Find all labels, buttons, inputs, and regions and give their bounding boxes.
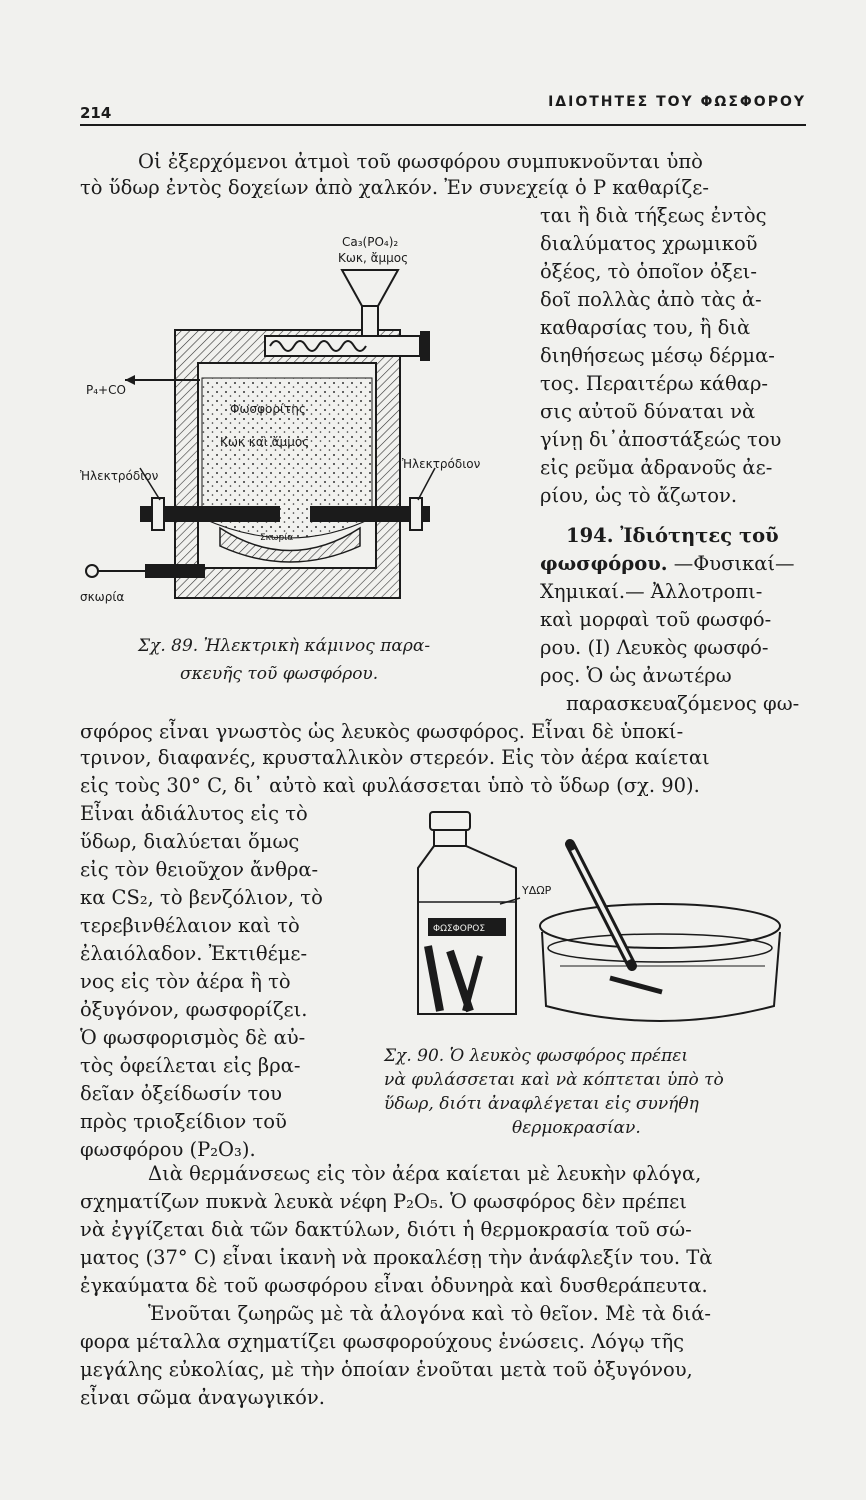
bottom-line: Ἑνοῦται ζωηρῶς μὲ τὰ ἀλογόνα καὶ τὸ θεῖον. Μὲ τὰ διά- xyxy=(148,1302,711,1325)
section-number: 194. xyxy=(566,524,614,547)
fig89-electrode-left-label: Ἠλεκτρόδιον xyxy=(80,469,159,483)
right-col-line: ται ἢ διὰ τήξεως ἐντὸς xyxy=(540,204,767,227)
section-heading xyxy=(566,524,779,548)
intro-line: τὸ ὕδωρ ἐντὸς δοχείων ἀπὸ χαλκόν. Ἐν συνεχείᾳ ὁ Ρ καθαρίζε- xyxy=(80,176,709,199)
section-heading-line2 xyxy=(540,552,795,576)
intro-line: Οἱ ἐξερχόμενοι ἀτμοὶ τοῦ φωσφόρου συμπυκνοῦνται ὑπὸ xyxy=(138,150,703,173)
left-col-line: Ὁ φωσφορισμὸς δὲ αὐ- xyxy=(80,1026,306,1049)
left-col-line: τὸς ὀφείλεται εἰς βρα- xyxy=(80,1054,301,1077)
bottom-line: ματος (37° C) εἶναι ἱκανὴ νὰ προκαλέσῃ τὴν ἀνάφλεξίν του. Τὰ xyxy=(80,1246,713,1269)
fig89-slag-label: Σκωρία xyxy=(260,533,294,543)
section-line: ρος. Ὁ ὡς ἀνωτέρω xyxy=(540,664,732,687)
bottom-line: μεγάλης εὐκολίας, μὲ τὴν ὁποίαν ἑνοῦται μετὰ τοῦ ὀξυγόνου, xyxy=(80,1358,693,1381)
left-col-line: Εἶναι ἀδιάλυτος εἰς τὸ xyxy=(80,802,308,825)
section-line: καὶ μορφαὶ τοῦ φωσφό- xyxy=(540,608,772,631)
bottom-line: φορα μέταλλα σχηματίζει φωσφορούχους ἑνώσεις. Λόγῳ τῆς xyxy=(80,1330,685,1353)
right-col-line: δοῖ πολλὰς ἀπὸ τὰς ἀ- xyxy=(540,288,762,311)
bottom-line: ἐγκαύματα δὲ τοῦ φωσφόρου εἶναι ὀδυνηρὰ καὶ δυσθεράπευτα. xyxy=(80,1274,708,1297)
section-subtitle: —Φυσικαί— xyxy=(673,552,795,575)
left-col-line: ὀξυγόνον, φωσφορίζει. xyxy=(80,998,308,1021)
section-line: ρου. (I) Λευκὸς φωσφό- xyxy=(540,636,769,659)
mid-line: εἰς τοὺς 30° C, δι᾿ αὐτὸ καὶ φυλάσσεται ὑπὸ τὸ ὕδωρ (σχ. 90). xyxy=(80,774,700,797)
figure-90-caption-2: νὰ φυλάσσεται καὶ νὰ κόπτεται ὑπὸ τὸ xyxy=(384,1070,724,1090)
fig89-charge-label-2: Κωκ καὶ ἄμμος xyxy=(220,435,310,449)
figure-89-furnace xyxy=(80,228,520,628)
fig89-feed-label-2: Κωκ, ἄμμος xyxy=(338,251,409,265)
mid-line: σφόρος εἶναι γνωστὸς ὡς λευκὸς φωσφόρος. Εἶναι δὲ ὑποκί- xyxy=(80,720,684,743)
right-col-line: τος. Περαιτέρω κάθαρ- xyxy=(540,372,769,395)
right-col-line: σις αὐτοῦ δύναται νὰ xyxy=(540,400,756,423)
fig90-jar-label: ΦΩΣΦΟΡΟΣ xyxy=(433,924,486,934)
figure-90-caption-4: θερμοκρασίαν. xyxy=(512,1118,641,1138)
right-col-line: διηθήσεως μέσῳ δέρμα- xyxy=(540,344,775,367)
fig89-feed-label: Ca₃(PO₄)₂ xyxy=(342,235,399,249)
left-col-line: νος εἰς τὸν ἀέρα ἢ τὸ xyxy=(80,970,291,993)
fig89-electrode-right-label: Ἠλεκτρόδιον xyxy=(402,457,481,471)
running-title: ΙΔΙΟΤΗΤΕΣ ΤΟΥ ΦΩΣΦΟΡΟΥ xyxy=(548,94,806,110)
left-col-line: πρὸς τριοξείδιον τοῦ xyxy=(80,1110,287,1133)
left-col-line: κα CS₂, τὸ βενζόλιον, τὸ xyxy=(80,886,323,909)
left-col-line: φωσφόρου (P₂O₃). xyxy=(80,1138,256,1161)
right-col-line: ρίου, ὡς τὸ ἄζωτον. xyxy=(540,484,738,507)
bottom-line: νὰ ἐγγίζεται διὰ τῶν δακτύλων, διότι ἡ θερμοκρασία τοῦ σώ- xyxy=(80,1218,692,1241)
mid-line: τρινον, διαφανές, κρυσταλλικὸν στερεόν. Εἰς τὸν ἀέρα καίεται xyxy=(80,746,710,769)
left-col-line: δεῖαν ὀξείδωσίν του xyxy=(80,1082,282,1105)
fig89-slag-out-label: σκωρία xyxy=(80,590,125,604)
figure-90-storage xyxy=(370,806,786,1038)
bottom-line: σχηματίζων πυκνὰ λευκὰ νέφη P₂O₅. Ὁ φωσφόρος δὲν πρέπει xyxy=(80,1190,687,1213)
fig89-gas-label: P₄+CO xyxy=(86,383,126,397)
fig90-water-label: ΥΔΩΡ xyxy=(522,884,552,897)
left-col-line: ἐλαιόλαδον. Ἐκτιθέμε- xyxy=(80,942,308,965)
figure-90-caption-3: ὕδωρ, διότι ἀναφλέγεται εἰς συνήθη xyxy=(384,1094,699,1114)
page-number: 214 xyxy=(80,104,112,122)
section-title-cont: φωσφόρου. xyxy=(540,552,668,575)
right-col-line: ὀξέος, τὸ ὁποῖον ὀξει- xyxy=(540,260,757,283)
left-col-line: τερεβινθέλαιον καὶ τὸ xyxy=(80,914,300,937)
left-col-line: εἰς τὸν θειοῦχον ἄνθρα- xyxy=(80,858,319,881)
bottom-line: εἶναι σῶμα ἀναγωγικόν. xyxy=(80,1386,325,1409)
right-col-line: διαλύματος χρωμικοῦ xyxy=(540,232,758,255)
right-col-line: εἰς ρεῦμα ἀδρανοῦς ἀε- xyxy=(540,456,773,479)
left-col-line: ὕδωρ, διαλύεται ὅμως xyxy=(80,830,300,853)
right-col-line: καθαρσίας του, ἢ διὰ xyxy=(540,316,751,339)
header-rule xyxy=(80,124,806,126)
figure-89-caption: Σχ. 89. Ἠλεκτρικὴ κάμινος παρα- xyxy=(138,636,431,656)
figure-90-caption: Σχ. 90. Ὁ λευκὸς φωσφόρος πρέπει xyxy=(384,1046,689,1066)
section-title: Ἰδιότητες τοῦ xyxy=(620,524,779,547)
figure-89-caption-2: σκευῆς τοῦ φωσφόρου. xyxy=(180,664,379,684)
section-line: παρασκευαζόμενος φω- xyxy=(566,692,800,715)
fig89-charge-label: Φωσφορίτης xyxy=(230,402,306,416)
right-col-line: γίνῃ δι᾿ἀποστάξεώς του xyxy=(540,428,782,451)
bottom-line: Διὰ θερμάνσεως εἰς τὸν ἀέρα καίεται μὲ λευκὴν φλόγα, xyxy=(148,1162,702,1185)
section-line: Χημικαί.— Ἀλλοτροπι- xyxy=(540,580,763,603)
